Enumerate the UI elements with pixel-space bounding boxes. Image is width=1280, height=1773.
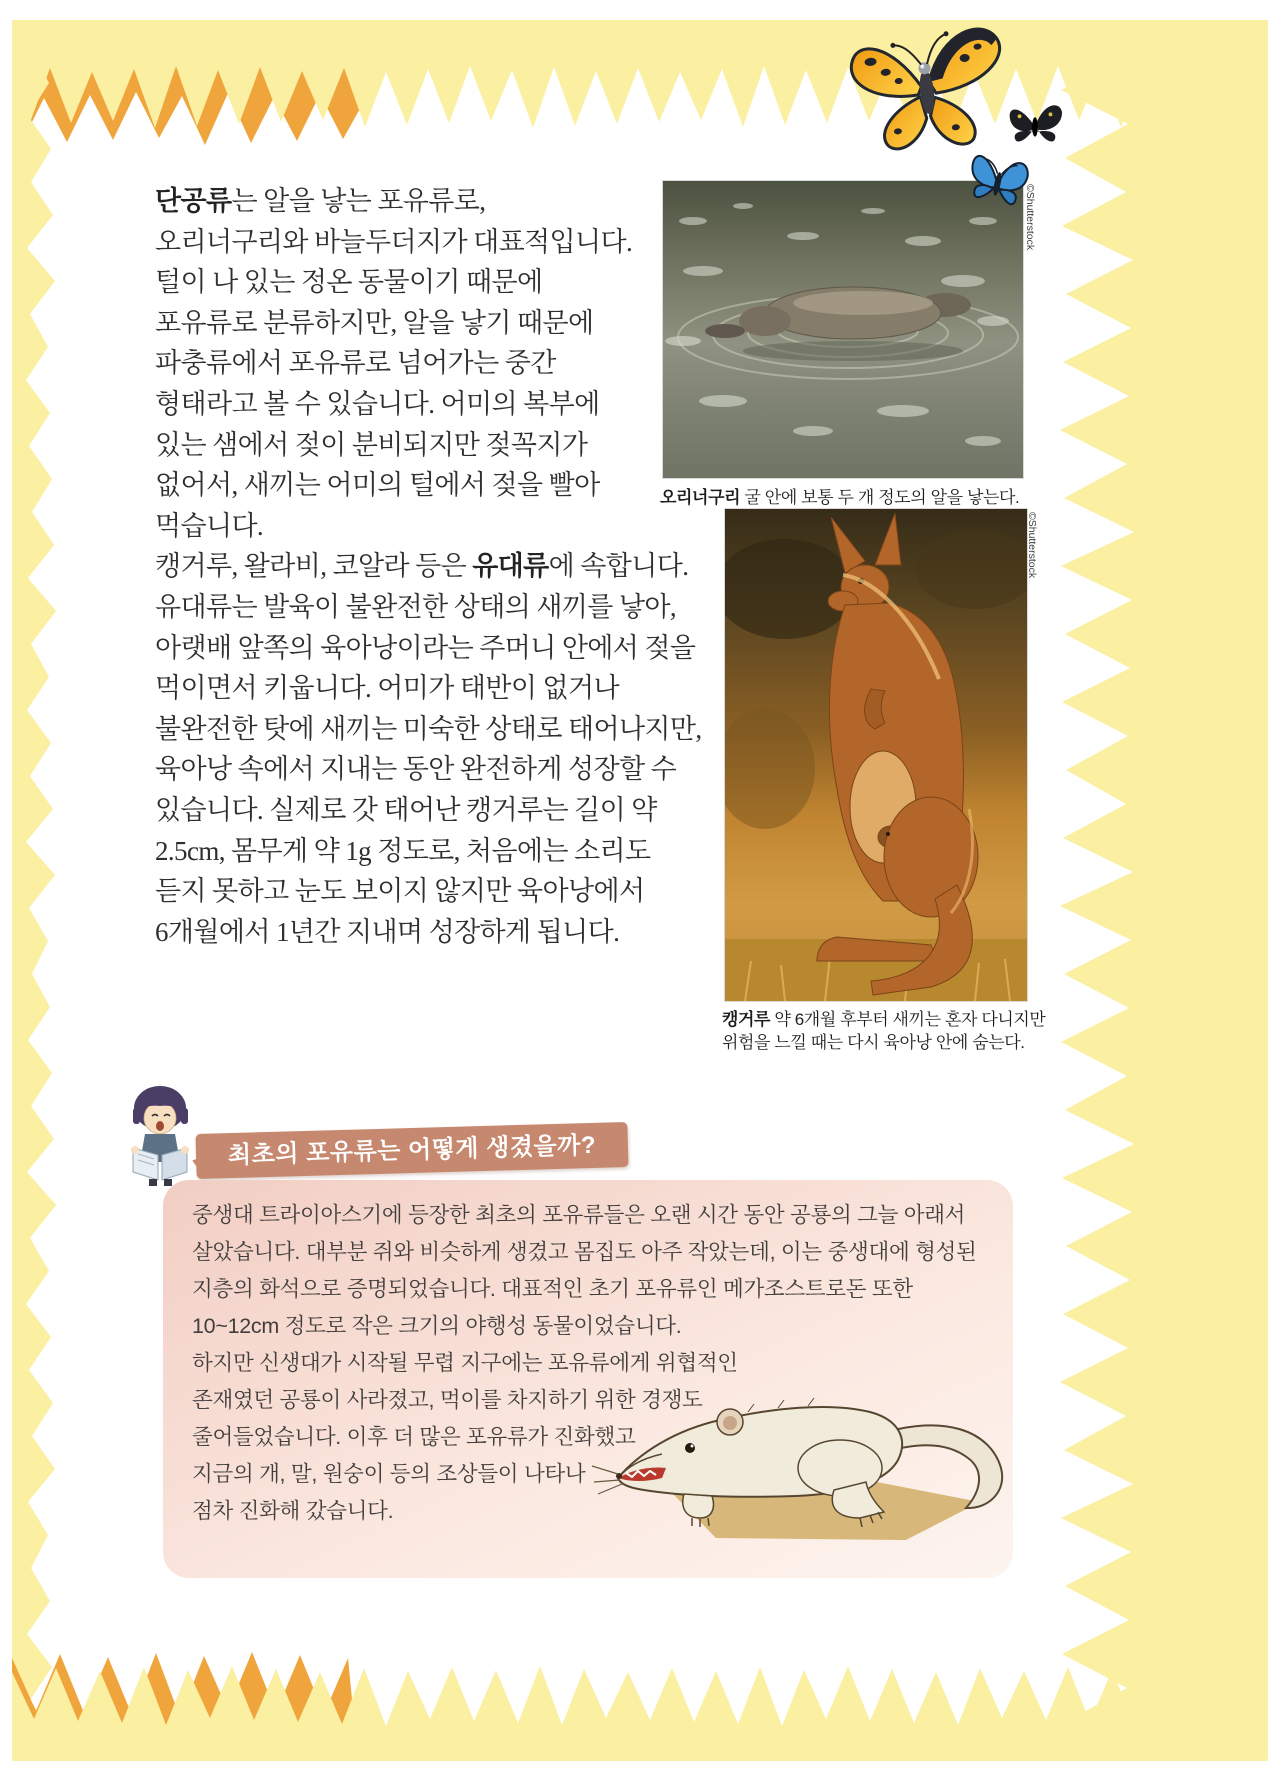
- platypus-photo: [663, 181, 1023, 478]
- info-line: 지금의 개, 말, 원숭이 등의 조상들이 나타나: [192, 1462, 586, 1486]
- article-line: 2.5cm, 몸무게 약 1g 정도로, 처음에는 소리도: [155, 835, 651, 866]
- kangaroo-caption-line2: 위험을 느낄 때는 다시 육아낭 안에 숨는다.: [722, 1033, 1025, 1052]
- info-line: 하지만 신생대가 시작될 무렵 지구에는 포유류에게 위협적인: [192, 1351, 738, 1375]
- term-monotreme: 단공류: [155, 186, 232, 216]
- article-line: 오리너구리와 바늘두더지가 대표적입니다.: [155, 226, 633, 257]
- photo-credit: ©Shutterstock: [1026, 512, 1038, 579]
- article-line: 먹이면서 키웁니다. 어미가 태반이 없거나: [155, 673, 619, 704]
- platypus-caption: 오리너구리 굴 안에 보통 두 개 정도의 알을 낳는다.: [660, 488, 1020, 507]
- black-butterfly-icon: [1006, 98, 1064, 150]
- article-line: 유대류는 발육이 불완전한 상태의 새끼를 낳아,: [155, 591, 677, 622]
- orange-butterfly-icon: [848, 22, 1008, 162]
- info-box-title-banner: [195, 1122, 628, 1179]
- kangaroo-caption-line1: 캥거루 약 6개월 후부터 새끼는 혼자 다니지만: [722, 1010, 1046, 1029]
- blue-butterfly-icon: [966, 146, 1030, 216]
- article-line: 육아낭 속에서 지내는 동안 완전하게 성장할 수: [155, 754, 677, 785]
- kangaroo-caption: [722, 1008, 1052, 1054]
- info-line: 점차 진화해 갔습니다.: [192, 1499, 394, 1523]
- article-line: 없어서, 새끼는 어미의 털에서 젖을 빨아: [155, 470, 600, 501]
- border-left-decoration: [12, 20, 58, 1760]
- reading-boy-character: [123, 1082, 198, 1187]
- article-line: 아랫배 앞쪽의 육아낭이라는 주머니 안에서 젖을: [155, 632, 696, 663]
- kangaroo-photo: [725, 509, 1027, 1001]
- article-line: 파충류에서 포유류로 넘어가는 중간: [155, 348, 556, 379]
- border-right-decoration: [1022, 22, 1268, 1757]
- article-line: 형태라고 볼 수 있습니다. 어미의 복부에: [155, 388, 600, 419]
- info-line: 지층의 화석으로 증명되었습니다. 대표적인 초기 포유류인 메가조스트로돈 또한: [192, 1277, 913, 1301]
- info-line: 살았습니다. 대부분 쥐와 비슷하게 생겼고 몸집도 아주 작았는데, 이는 중생대에 형성된: [192, 1240, 977, 1264]
- article-line: 있습니다. 실제로 갓 태어난 캥거루는 길이 약: [155, 794, 657, 825]
- article-line: 듣지 못하고 눈도 보이지 않지만 육아낭에서: [155, 876, 645, 907]
- article-line: 포유류로 분류하지만, 알을 낳기 때문에: [155, 307, 594, 338]
- article-line: 6개월에서 1년간 지내며 성장하게 됩니다.: [155, 916, 620, 947]
- early-mammal-illustration: [588, 1282, 1018, 1572]
- article-line: 단공류는 알을 낳는 포유류로,: [155, 186, 486, 216]
- info-line: 줄어들었습니다. 이후 더 많은 포유류가 진화했고: [192, 1425, 636, 1449]
- article-line: 있는 샘에서 젖이 분비되지만 젖꼭지가: [155, 429, 588, 460]
- border-bottom-decoration: [12, 1646, 1268, 1761]
- info-line: 중생대 트라이아스기에 등장한 최초의 포유류들은 오랜 시간 동안 공룡의 그늘 아래서: [192, 1203, 966, 1227]
- article-line: 캥거루, 왈라비, 코알라 등은 유대류에 속합니다.: [155, 551, 689, 582]
- photo-credit: ©Shutterstock: [1024, 184, 1036, 251]
- info-box-title: 최초의 포유류는 어떻게 생겼을까?: [227, 1131, 597, 1170]
- article-line: 먹습니다.: [155, 510, 264, 541]
- article-line: 털이 나 있는 정온 동물이기 때문에: [155, 267, 543, 298]
- info-line: 10~12cm 정도로 작은 크기의 야행성 동물이었습니다.: [192, 1314, 682, 1338]
- article-line: 불완전한 탓에 새끼는 미숙한 상태로 태어나지만,: [155, 713, 702, 744]
- info-line: 존재였던 공룡이 사라졌고, 먹이를 차지하기 위한 경쟁도: [192, 1388, 703, 1412]
- term-marsupial: 유대류: [472, 551, 549, 582]
